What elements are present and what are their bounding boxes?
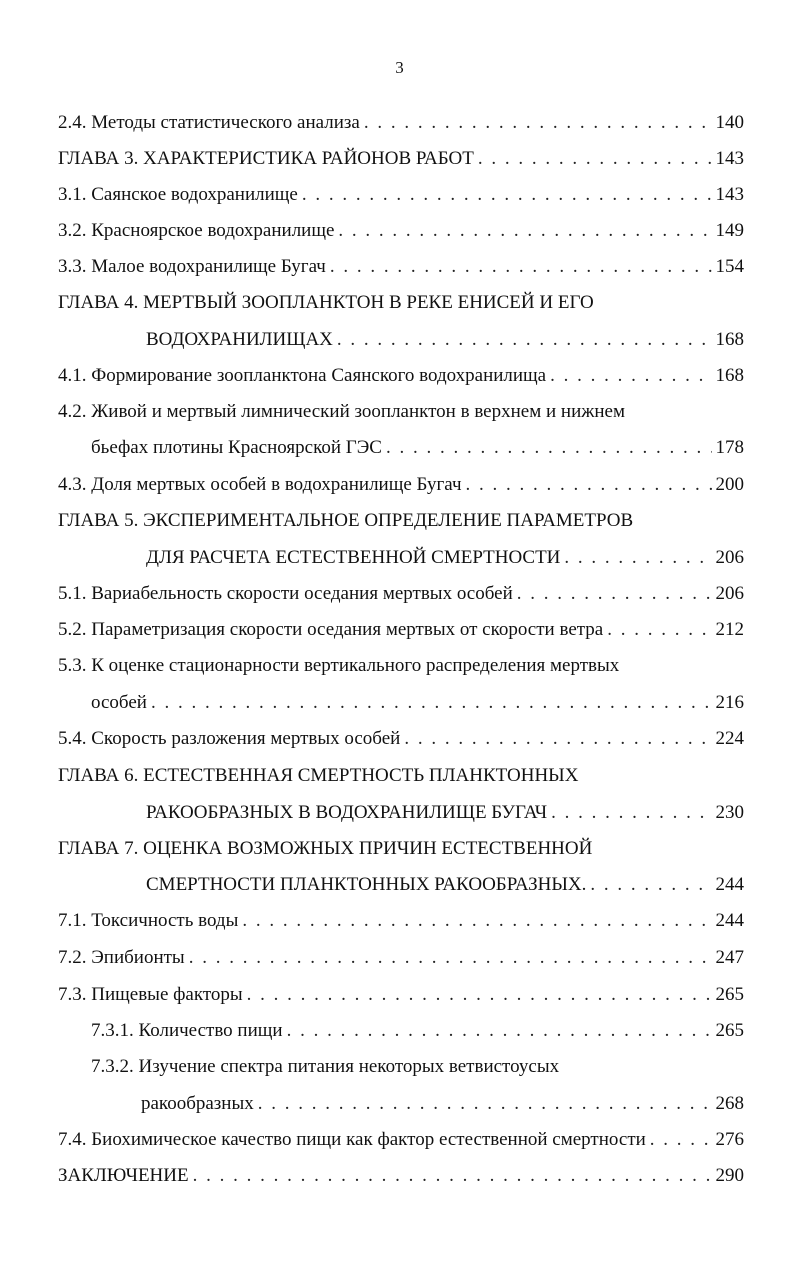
toc-entry-page: 143 xyxy=(715,148,744,169)
toc-chapter xyxy=(58,146,744,172)
dot-leader xyxy=(364,110,712,136)
dot-leader xyxy=(287,1018,712,1044)
dot-leader xyxy=(337,327,712,353)
toc-entry-label: бьефах плотины Красноярской ГЭС xyxy=(91,437,382,458)
toc-entry-page: 244 xyxy=(715,910,744,931)
toc-chapter xyxy=(146,872,744,898)
toc-entry-label: 2.4. Методы статистического анализа xyxy=(58,112,360,133)
dot-leader xyxy=(607,617,711,643)
toc-entry-label: 7.2. Эпибионты xyxy=(58,947,185,968)
dot-leader xyxy=(550,363,711,389)
toc-entry-page: 290 xyxy=(715,1165,744,1186)
toc-entry-label: ДЛЯ РАСЧЕТА ЕСТЕСТВЕННОЙ СМЕРТНОСТИ xyxy=(146,547,561,568)
dot-leader xyxy=(551,800,711,826)
toc-entry-label: 5.1. Вариабельность скорости оседания мертвых особей xyxy=(58,583,513,604)
dot-leader xyxy=(466,472,712,498)
toc-subentry xyxy=(141,1091,744,1117)
toc-entry xyxy=(58,363,744,389)
toc-entry-page: 149 xyxy=(715,220,744,241)
toc-entry xyxy=(58,182,744,208)
toc-entry-page: 168 xyxy=(715,329,744,350)
toc-entry-page: 212 xyxy=(715,619,744,640)
toc-entry xyxy=(58,472,744,498)
toc-entry-label: 4.3. Доля мертвых особей в водохранилище Бугач xyxy=(58,474,462,495)
toc-entry-label: ГЛАВА 7. ОЦЕНКА ВОЗМОЖНЫХ ПРИЧИН ЕСТЕСТВЕННОЙ xyxy=(58,838,593,859)
page-number: 3 xyxy=(395,58,404,77)
dot-leader xyxy=(338,218,711,244)
toc-entry-page: 247 xyxy=(715,947,744,968)
toc-entry xyxy=(58,726,744,752)
toc-entry-page: 224 xyxy=(715,728,744,749)
toc-entry xyxy=(58,254,744,280)
toc-entry xyxy=(58,218,744,244)
toc-entry-page: 216 xyxy=(715,692,744,713)
toc-chapter-line1 xyxy=(58,763,799,789)
toc-entry xyxy=(58,982,744,1008)
dot-leader xyxy=(247,982,712,1008)
toc-entry xyxy=(58,1127,744,1153)
dot-leader xyxy=(189,945,712,971)
toc-entry-page: 276 xyxy=(715,1129,744,1150)
toc-entry-line1 xyxy=(58,399,799,425)
dot-leader xyxy=(258,1091,712,1117)
toc-entry-label: ВОДОХРАНИЛИЩАХ xyxy=(146,329,333,350)
toc-entry-label: 7.1. Токсичность воды xyxy=(58,910,239,931)
toc-entry-label: особей xyxy=(91,692,147,713)
toc-entry-label: 7.3.1. Количество пищи xyxy=(91,1020,283,1041)
toc-entry-page: 154 xyxy=(715,256,744,277)
toc-entry-page: 265 xyxy=(715,984,744,1005)
toc-entry xyxy=(58,581,744,607)
dot-leader xyxy=(478,146,712,172)
toc-entry-label: 3.3. Малое водохранилище Бугач xyxy=(58,256,326,277)
toc-entry-label: 4.1. Формирование зоопланктона Саянского водохранилища xyxy=(58,365,547,386)
toc-chapter xyxy=(146,327,744,353)
dot-leader xyxy=(404,726,711,752)
toc-entry-label: 4.2. Живой и мертвый лимнический зоопланктон в верхнем и нижнем xyxy=(58,401,625,422)
toc-entry-label: ГЛАВА 5. ЭКСПЕРИМЕНТАЛЬНОЕ ОПРЕДЕЛЕНИЕ ПАРАМЕТРОВ xyxy=(58,510,634,531)
toc-entry-label: РАКООБРАЗНЫХ В ВОДОХРАНИЛИЩЕ БУГАЧ xyxy=(146,802,548,823)
toc-entry-page: 178 xyxy=(715,437,744,458)
toc-subentry xyxy=(91,1018,744,1044)
dot-leader xyxy=(650,1127,712,1153)
dot-leader xyxy=(590,872,711,898)
toc-entry-label: ракообразных xyxy=(141,1093,254,1114)
toc-entry-line1 xyxy=(58,653,799,679)
dot-leader xyxy=(193,1163,712,1189)
toc-entry-label: 5.2. Параметризация скорости оседания мертвых от скорости ветра xyxy=(58,619,604,640)
toc-chapter xyxy=(146,800,744,826)
toc-entry-page: 230 xyxy=(715,802,744,823)
toc-chapter-line1 xyxy=(58,290,799,316)
toc-chapter-line1 xyxy=(58,836,799,862)
toc-entry-page: 140 xyxy=(715,112,744,133)
toc-entry xyxy=(58,617,744,643)
toc-entry-label: 7.3.2. Изучение спектра питания некоторых ветвистоусых xyxy=(91,1056,560,1077)
toc-subentry-line1 xyxy=(91,1054,799,1080)
toc-entry xyxy=(58,945,744,971)
toc-entry-page: 143 xyxy=(715,184,744,205)
toc-entry xyxy=(91,435,744,461)
toc-chapter-line1 xyxy=(58,508,799,534)
toc-entry-page: 244 xyxy=(715,874,744,895)
dot-leader xyxy=(242,908,711,934)
toc-entry-page: 168 xyxy=(715,365,744,386)
toc-entry-label: СМЕРТНОСТИ ПЛАНКТОННЫХ РАКООБРАЗНЫХ. xyxy=(146,874,587,895)
toc-entry-page: 200 xyxy=(715,474,744,495)
toc-entry-label: 7.4. Биохимическое качество пищи как фактор естественной смертности xyxy=(58,1129,646,1150)
toc-entry-label: 3.2. Красноярское водохранилище xyxy=(58,220,335,241)
dot-leader xyxy=(330,254,712,280)
toc-entry-page: 265 xyxy=(715,1020,744,1041)
toc-entry-label: ГЛАВА 6. ЕСТЕСТВЕННАЯ СМЕРТНОСТЬ ПЛАНКТОННЫХ xyxy=(58,765,579,786)
toc-entry-label: ЗАКЛЮЧЕНИЕ xyxy=(58,1165,189,1186)
dot-leader xyxy=(302,182,712,208)
toc-entry-label: 3.1. Саянское водохранилище xyxy=(58,184,298,205)
dot-leader xyxy=(386,435,712,461)
dot-leader xyxy=(151,690,712,716)
dot-leader xyxy=(517,581,712,607)
toc-entry-page: 206 xyxy=(715,547,744,568)
toc-entry-label: 5.3. К оценке стационарности вертикального распределения мертвых xyxy=(58,655,620,676)
dot-leader xyxy=(564,545,711,571)
toc-entry xyxy=(58,110,744,136)
toc-entry-page: 206 xyxy=(715,583,744,604)
toc-entry-label: ГЛАВА 4. МЕРТВЫЙ ЗООПЛАНКТОН В РЕКЕ ЕНИСЕЙ И ЕГО xyxy=(58,292,594,313)
toc-entry-label: ГЛАВА 3. ХАРАКТЕРИСТИКА РАЙОНОВ РАБОТ xyxy=(58,148,474,169)
toc-chapter xyxy=(146,545,744,571)
toc-entry-label: 5.4. Скорость разложения мертвых особей xyxy=(58,728,401,749)
toc-entry-page: 268 xyxy=(715,1093,744,1114)
toc-entry xyxy=(58,1163,744,1189)
toc-entry xyxy=(58,908,744,934)
toc-entry xyxy=(91,690,744,716)
toc-entry-label: 7.3. Пищевые факторы xyxy=(58,984,243,1005)
